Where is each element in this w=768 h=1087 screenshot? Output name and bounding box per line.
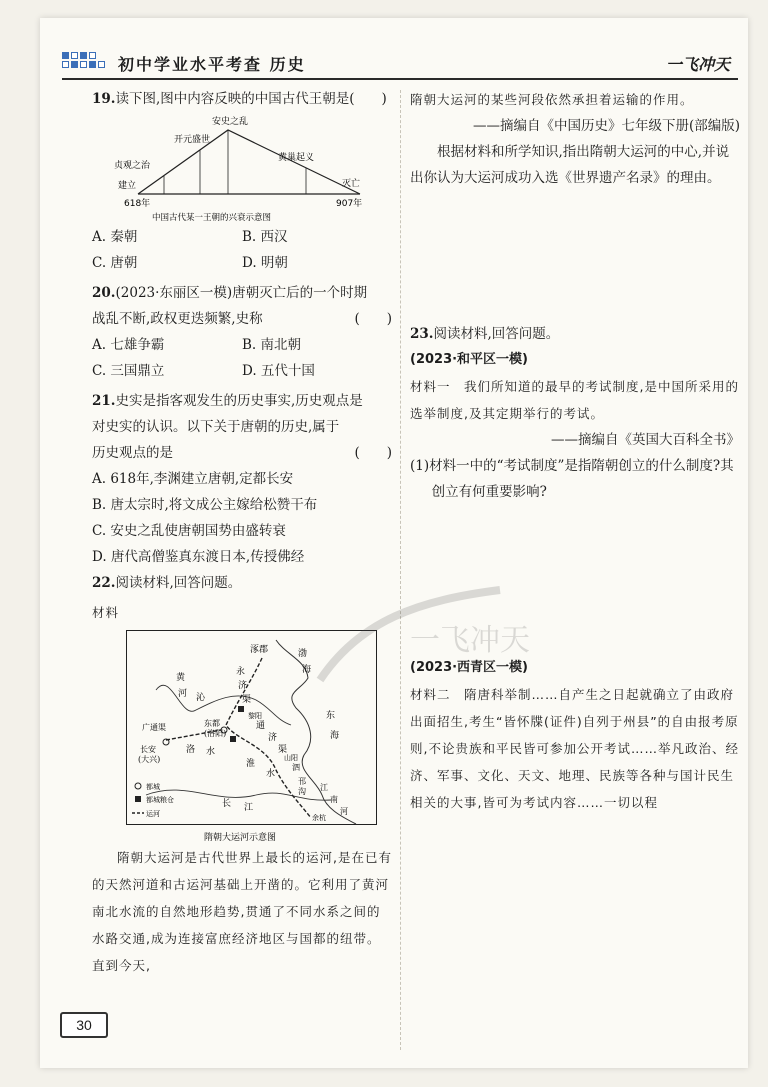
granary-marker [230, 736, 236, 742]
q22-question: 根据材料和所学知识,指出隋朝大运河的中心,并说出你认为大运河成功入选《世界遗产名录》的理由。 [410, 144, 730, 186]
q20-option-b[interactable]: B. 南北朝 [242, 337, 302, 353]
q20-option-c[interactable]: C. 三国鼎立 [92, 363, 165, 379]
map-label-chang: 长 [222, 799, 232, 809]
map-label-qin: 沁 [196, 693, 206, 703]
q20-line2: 战乱不断,政权更迭频繁,史称 ( ) [92, 306, 392, 332]
q23-stem: 23.阅读材料,回答问题。 [410, 326, 560, 342]
page-header [62, 48, 738, 80]
map-label-ji2: 济 [268, 733, 278, 743]
q19-option-a[interactable]: A. 秦朝 [92, 229, 138, 245]
label-huangchao: 黄巢起义 [278, 153, 315, 163]
map-label-liyang: 黎阳 [248, 712, 262, 720]
q20-option-d[interactable]: D. 五代十国 [242, 363, 315, 379]
map-label-shanyang: 山阳 [284, 754, 298, 762]
q22-material-label: 材料 [92, 605, 120, 620]
map-label-luo: 洛 [186, 745, 196, 755]
map-label-han: 邗 [298, 777, 306, 786]
map-label-gou: 沟 [298, 787, 306, 796]
page-number: 30 [60, 1012, 108, 1038]
q21-option-c[interactable]: C. 安史之乱使唐朝国势由盛转衰 [92, 523, 286, 539]
map-label-luoyang: (洛阳) [204, 729, 227, 738]
q19-option-b[interactable]: B. 西汉 [242, 229, 288, 245]
map-label-dongdu: 东都 [204, 719, 220, 728]
label-fall: 灭亡 [342, 179, 361, 189]
map-label-qu2: 渠 [278, 745, 288, 755]
q23-tag2: (2023·西青区一模) [410, 660, 529, 675]
q20-line1: 20.(2023·东丽区一模)唐朝灭亡后的一个时期 [92, 285, 368, 301]
map-label-hai2: 海 [330, 731, 340, 741]
granary-marker [238, 706, 244, 712]
q21-answer-paren: ( ) [354, 445, 392, 461]
map-label-jiang: 江 [244, 803, 254, 813]
map-label-hai: 海 [302, 665, 312, 675]
q20-answer-paren: ( ) [354, 311, 392, 327]
label-anshi: 安史之乱 [212, 117, 249, 127]
legend-canal: 运河 [146, 810, 160, 818]
q21-option-d[interactable]: D. 唐代高僧鉴真东渡日本,传授佛经 [92, 549, 305, 565]
map-label-nan: 南 [330, 795, 338, 804]
map-label-huang: 黄 [176, 673, 186, 683]
left-column [92, 86, 392, 979]
q23-tag1: (2023·和平区一模) [410, 352, 529, 367]
map-label-he2: 河 [340, 807, 348, 816]
q21-line1: 21.史实是指客观发生的历史事实,历史观点是 [92, 393, 363, 409]
header-title: 初中学业水平考查 历史 [118, 55, 306, 74]
q19-caption: 中国古代某一王朝的兴衰示意图 [152, 213, 272, 223]
map-label-bo: 渤 [298, 649, 308, 659]
q19-options [92, 224, 392, 276]
map-label-ji: 济 [238, 681, 248, 691]
label-kaiyuan: 开元盛世 [174, 135, 211, 145]
legend-capital: 都城 [146, 783, 160, 791]
q23-sub1: (1)材料一中的“考试制度”是指隋朝创立的什么制度?其创立有何重要影响? [410, 458, 734, 500]
q21-line3: 历史观点的是 ( ) [92, 440, 392, 466]
q21-option-b[interactable]: B. 唐太宗时,将文成公主嫁给松赞干布 [92, 497, 318, 513]
map-label-qu: 渠 [242, 695, 252, 705]
map-label-he: 河 [178, 689, 188, 699]
q22-passage-left: 隋朝大运河是古代世界上最长的运河,是在已有的天然河道和古运河基础上开凿的。它利用了黄河南北水流的自然地形趋势,贯通了不同水系之间的水路交通,成为连接富庶经济地区与国都的纽带。直到今天, [92, 850, 392, 973]
map-label-si: 泗 [292, 763, 300, 772]
q20-option-a[interactable]: A. 七雄争霸 [92, 337, 165, 353]
label-907: 907年 [336, 199, 363, 209]
q23-source1: ——摘编自《英国大百科全书》 [551, 432, 740, 448]
q20-options [92, 332, 392, 384]
map-label-dong: 东 [326, 711, 336, 721]
map-label-guangtong: 广通渠 [142, 723, 166, 732]
brand-watermark [300, 560, 540, 720]
map-label-tong: 通 [256, 721, 266, 731]
map-label-zhuojun: 涿郡 [250, 645, 269, 655]
map-label-yuhang: 余杭 [312, 814, 326, 822]
q19-option-c[interactable]: C. 唐朝 [92, 255, 138, 271]
label-founded: 建立 [118, 181, 137, 191]
q22-stem: 22.阅读材料,回答问题。 [92, 575, 242, 591]
header-brand: 一飞冲天 [665, 55, 730, 74]
map-label-daxing: (大兴) [138, 755, 161, 764]
map-label-huai: 淮 [246, 759, 256, 769]
q19-figure [92, 112, 392, 224]
q23-material2: 材料二 隋唐科举制……自产生之日起就确立了由政府出面招生,考生“皆怀牒(证件)自列于州县”的自由报考原则,不论贵族和平民皆可参加公开考试……举凡政治、经济、军事、文化、天文、地理、民族等各种与国计民生相关的大事,皆可为考试内容……一切以程 [410, 687, 739, 810]
label-zhenguan: 贞观之治 [114, 161, 151, 171]
q21-line2: 对史实的认识。以下关于唐朝的历史,属于 [92, 419, 340, 435]
q19-stem: 19.读下图,图中内容反映的中国古代王朝是( ) [92, 91, 387, 107]
q22-passage-right: 隋朝大运河的某些河段依然承担着运输的作用。 [410, 92, 694, 107]
map-label-shui2: 水 [266, 769, 276, 779]
dynasty-rise-fall-diagram [92, 112, 392, 224]
map-label-jiang2: 江 [320, 783, 328, 792]
map-label-yong: 永 [236, 667, 246, 677]
header-logo-icon [62, 52, 108, 74]
q19-option-d[interactable]: D. 明朝 [242, 255, 288, 271]
q22-source: ——摘编自《中国历史》七年级下册(部编版) [472, 118, 740, 134]
q22-map-caption: 隋朝大运河示意图 [204, 833, 277, 843]
q22-answer-space[interactable] [410, 191, 740, 321]
watermark-text: 一飞冲天 [410, 623, 530, 658]
legend-granary: 都城粮仓 [146, 796, 174, 804]
map-label-changan: 长安 [140, 745, 156, 754]
q21-option-a[interactable]: A. 618年,李渊建立唐朝,定都长安 [92, 471, 294, 487]
label-618: 618年 [124, 199, 151, 209]
map-label-shui: 水 [206, 747, 216, 757]
q23-material1: 材料一 我们所知道的最早的考试制度,是中国所采用的选举制度,及其定期举行的考试。 [410, 379, 739, 421]
